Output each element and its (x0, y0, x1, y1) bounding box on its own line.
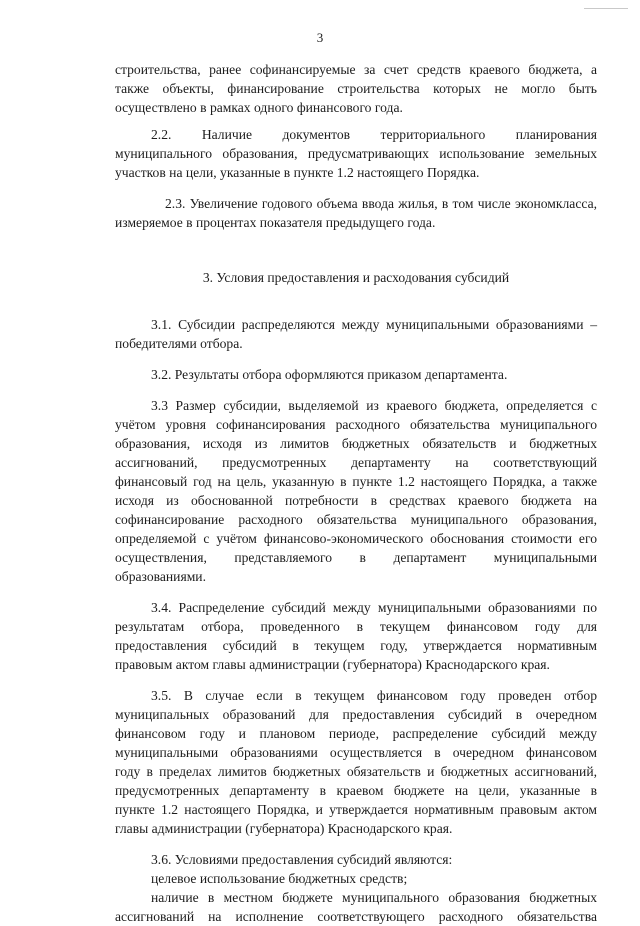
item-3-3-line-6: исходя из обоснованной потребности в средствах краевого бюджета на (115, 493, 597, 508)
item-3-3-line-2: учётом уровня софинансирования расходного обязательства муниципального (115, 417, 597, 432)
document-body (115, 60, 597, 926)
item-3-3-line-5: финансовый год на цель, указанную в пункте 1.2 настоящего Порядка, а также (115, 474, 597, 489)
item-3-4-line-1: 3.4. Распределение субсидий между муниципальными образованиями по (151, 600, 597, 615)
section-title: 3. Условия предоставления и расходования субсидий (202, 270, 510, 285)
item-3-3-line-3: образования, исходя из лимитов бюджетных обязательств и бюджетных (115, 436, 597, 451)
item-3-5-line-7: пункте 1.2 настоящего Порядка, и утверждается нормативным правовым актом (115, 802, 597, 817)
item-3-3-line-9: осуществления, представляемого в департамент муниципальными (115, 550, 597, 565)
item-3-1-line-2: победителями отбора. (115, 336, 243, 351)
condition-2-line-1: наличие в местном бюджете муниципального образования бюджетных (151, 890, 597, 905)
item-3-5-line-4: муниципальными образованиями осуществляется в очередном финансовом (115, 745, 597, 760)
item-2-3-line-1: 2.3. Увеличение годового объема ввода жилья, в том числе экономкласса, (165, 196, 597, 211)
item-2-2-line-2: муниципального образования, предусматривающих использование земельных (115, 146, 597, 161)
page-number: 3 (316, 30, 324, 45)
condition-1: целевое использование бюджетных средств; (151, 871, 408, 886)
item-3-5-line-6: предусмотренных департаменту в краевом бюджете на цели, указанные в (115, 783, 597, 798)
item-3-5-line-3: финансовом году и плановом периоде, распределение субсидий между (115, 726, 597, 741)
item-3-3-line-7: софинансирование расходного обязательства муниципального образования, (115, 512, 597, 527)
item-3-4-line-4: правовым актом главы администрации (губернатора) Краснодарского края. (115, 657, 550, 672)
item-3-3-line-1: 3.3 Размер субсидии, выделяемой из краевого бюджета, определяется с (151, 398, 597, 413)
item-3-4-line-2: результатам отбора, проведенного в текущем финансовом году для (115, 619, 597, 634)
item-3-2: 3.2. Результаты отбора оформляются приказом департамента. (151, 367, 508, 382)
intro-line-3: осуществлено в рамках одного финансового года. (115, 100, 403, 115)
intro-line-2: также объекты, финансирование строительства которых не могло быть (115, 81, 597, 96)
scan-corner-mark (584, 8, 628, 9)
item-2-3-line-2: измеряемое в процентах показателя предыдущего года. (115, 215, 436, 230)
item-2-2-line-1: 2.2. Наличие документов территориального планирования (151, 127, 597, 142)
item-3-4-line-3: предоставления субсидий в текущем году, утверждается нормативным (115, 638, 597, 653)
item-3-5-line-1: 3.5. В случае если в текущем финансовом году проведен отбор (151, 688, 597, 703)
item-3-5-line-2: муниципальных образований для предоставления субсидий в очередном (115, 707, 597, 722)
item-3-6: 3.6. Условиями предоставления субсидий являются: (151, 852, 453, 867)
item-3-3-line-4: ассигнований, предусмотренных департаменту на соответствующий (115, 455, 597, 470)
item-3-5-line-5: году в пределах лимитов бюджетных обязательств и бюджетных ассигнований, (115, 764, 597, 779)
item-3-5-line-8: главы администрации (губернатора) Краснодарского края. (115, 821, 453, 836)
item-2-2-line-3: участков на цели, указанные в пункте 1.2 настоящего Порядка. (115, 165, 480, 180)
item-3-3-line-10: образованиями. (115, 569, 206, 584)
item-3-1-line-1: 3.1. Субсидии распределяются между муниципальными образованиями – (151, 317, 597, 332)
condition-2-line-2: ассигнований на исполнение соответствующего расходного обязательства (115, 909, 597, 924)
intro-line-1: строительства, ранее софинансируемые за счет средств краевого бюджета, а (115, 62, 597, 77)
item-3-3-line-8: определяемой с учётом финансово-экономического обоснования стоимости его (115, 531, 597, 546)
